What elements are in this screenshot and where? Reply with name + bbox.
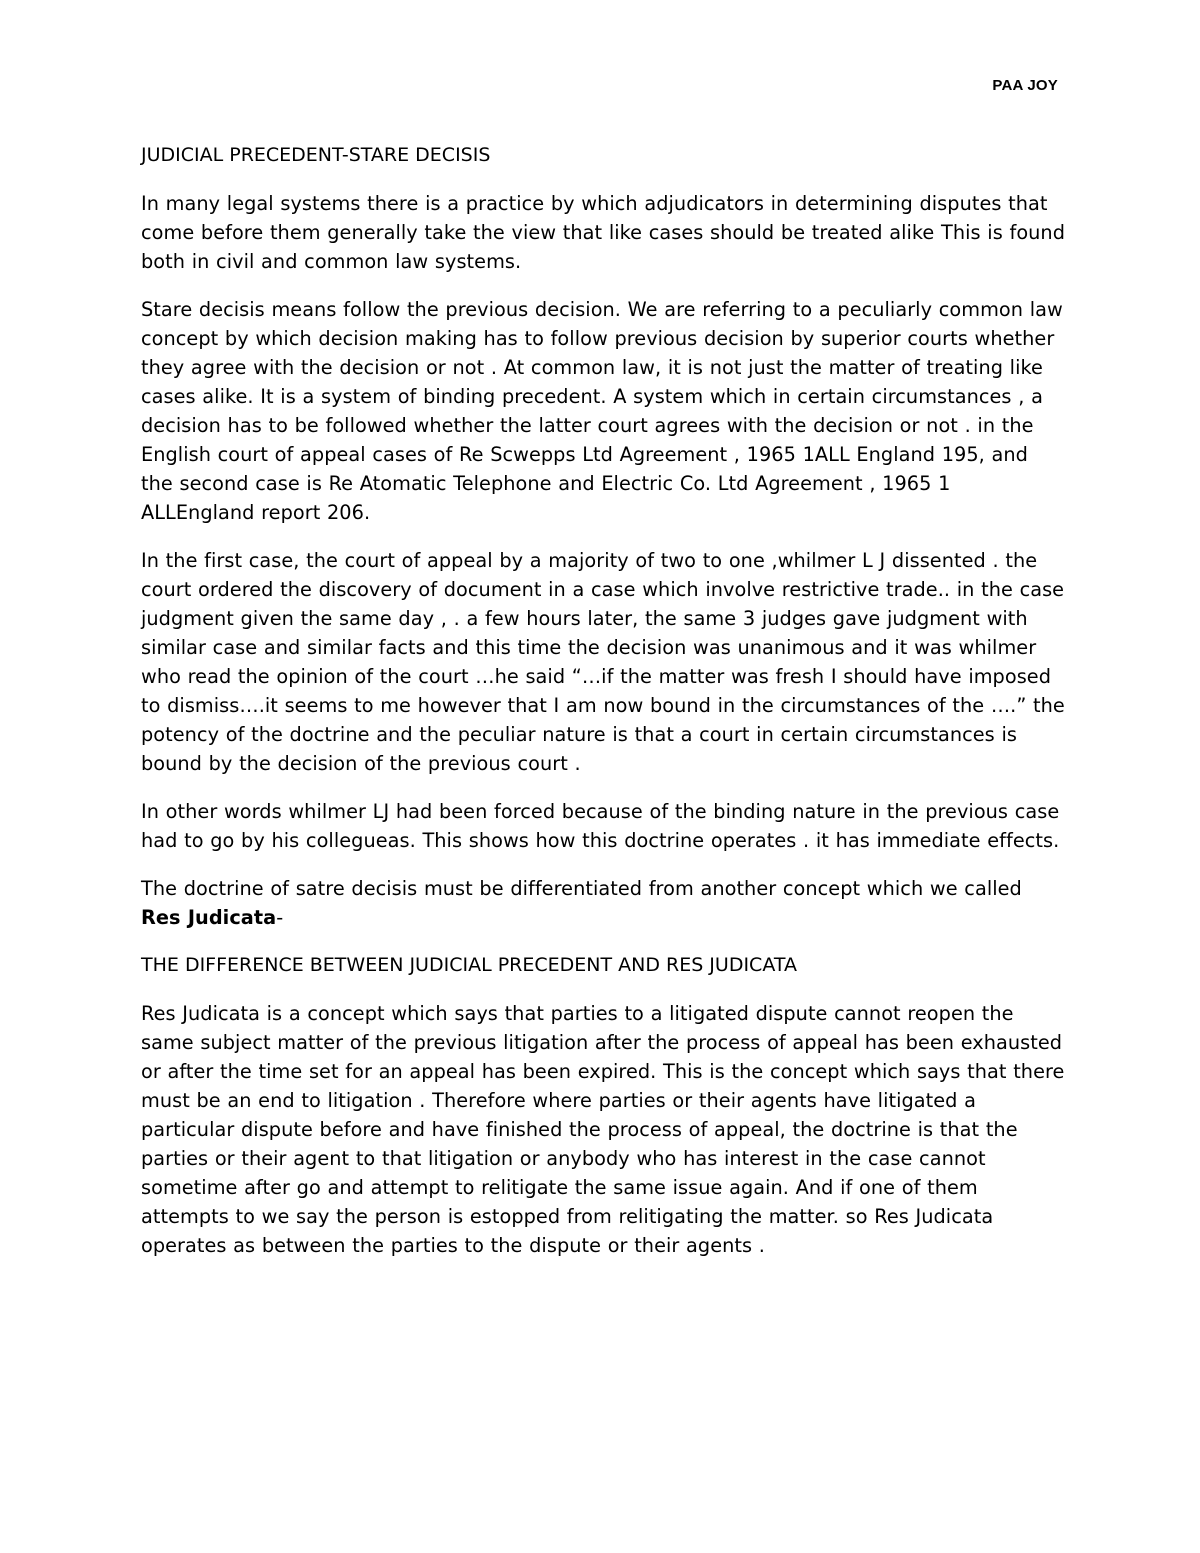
document-body bbox=[141, 141, 1066, 1279]
paragraph-res-judicata-intro-tail: - bbox=[276, 906, 284, 929]
paragraph-other-words: In other words whilmer LJ had been forced because of the binding nature in the previous case had to go by his collegueas. This shows how this doctrine operates . it has immediate effects. bbox=[141, 800, 1060, 852]
paragraph-intro: In many legal systems there is a practice by which adjudicators in determining disputes that come before them generally take the view that like cases should be treated alike This is found both in civil and common law systems. bbox=[141, 192, 1065, 273]
document-title: JUDICIAL PRECEDENT-STARE DECISIS bbox=[141, 144, 491, 166]
section-heading-difference: THE DIFFERENCE BETWEEN JUDICIAL PRECEDENT AND RES JUDICATA bbox=[141, 954, 797, 976]
paragraph-res-judicata-intro bbox=[141, 874, 1066, 932]
paragraph-res-judicata-intro-text: The doctrine of satre decisis must be differentiated from another concept which we called bbox=[141, 877, 1022, 900]
page-header-author: PAA JOY bbox=[992, 77, 1058, 94]
paragraph-stare-decisis: Stare decisis means follow the previous decision. We are referring to a peculiarly common law concept by which decision making has to follow previous decision by superior courts whether they agree with the decision or not . At common law, it is not just the matter of treating like cases alike. It is a system of binding precedent. A system which in certain circumstances , a decision has to be followed whether the latter court agrees with the decision or not . in the English court of appeal cases of Re Scwepps Ltd Agreement , 1965 1ALL England 195, and the second case is Re Atomatic Telephone and Electric Co. Ltd Agreement , 1965 1 ALLEngland report 206. bbox=[141, 298, 1063, 524]
res-judicata-term: Res Judicata bbox=[141, 906, 277, 929]
paragraph-first-case: In the first case, the court of appeal by a majority of two to one ,whilmer L J dissented . the court ordered the discovery of document in a case which involve restrictive trade.. in the case judgment given the same day , . a few hours later, the same 3 judges gave judgment with similar case and similar facts and this time the decision was unanimous and it was whilmer who read the opinion of the court …he said “…if the matter was fresh I should have imposed to dismiss….it seems to me however that I am now bound in the circumstances of the ….” the potency of the doctrine and the peculiar nature is that a court in certain circumstances is bound by the decision of the previous court . bbox=[141, 549, 1065, 775]
paragraph-res-judicata: Res Judicata is a concept which says that parties to a litigated dispute cannot reopen the same subject matter of the previous litigation after the process of appeal has been exhausted or after the time set for an appeal has been expired. This is the concept which says that there must be an end to litigation . Therefore where parties or their agents have litigated a particular dispute before and have finished the process of appeal, the doctrine is that the parties or their agent to that litigation or anybody who has interest in the case cannot sometime after go and attempt to relitigate the same issue again. And if one of them attempts to we say the person is estopped from relitigating the matter. so Res Judicata operates as between the parties to the dispute or their agents . bbox=[141, 1002, 1065, 1257]
